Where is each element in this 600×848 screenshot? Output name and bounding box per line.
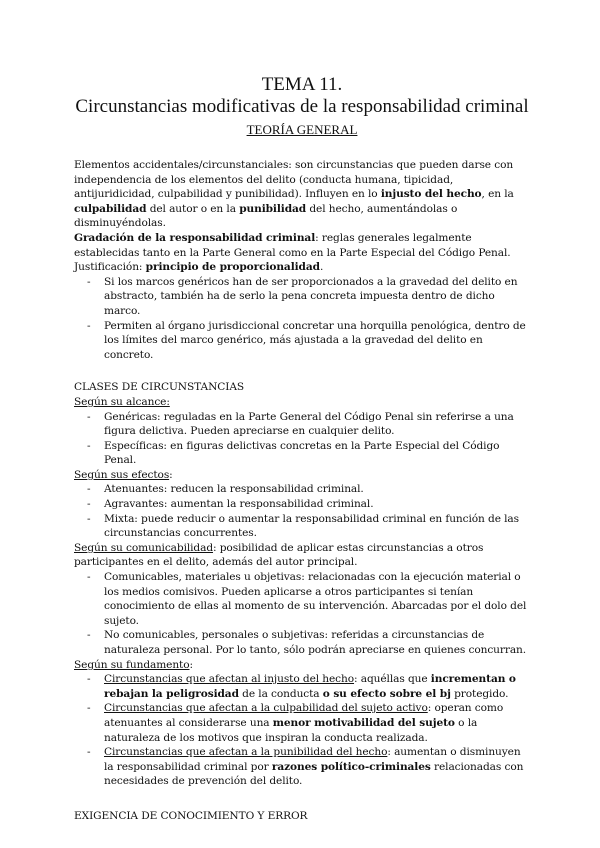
list-item: - Mixta: puede reducir o aumentar la responsabilidad criminal en función de las circunstancias concurrentes. (74, 512, 530, 541)
clases-section (74, 380, 530, 789)
list-item: - Circunstancias que afectan a la culpabilidad del sujeto activo: operan como atenuantes al considerarse una menor motivabilidad del sujeto o la naturaleza de los motivos que inspiran la conducta realizada. (74, 701, 530, 745)
list-item: - No comunicables, personales o subjetivas: referidas a circunstancias de naturaleza personal. Por lo tanto, sólo podrán apreciarse en quienes concurran. (74, 628, 530, 657)
list-item: - Permiten al órgano jurisdiccional concretar una horquilla penológica, dentro de los límites del marco genérico, más ajustada a la gravedad del delito en concreto. (74, 319, 530, 363)
tema-number: TEMA 11. (261, 74, 343, 95)
fundamento-label: Según su fundamento: (74, 658, 193, 671)
gradacion-paragraph: Gradación de la responsabilidad criminal: reglas generales legalmente establecidas tanto en la Parte General como en la Parte Especial del Código Penal. (74, 231, 511, 259)
justificacion-list (74, 275, 530, 363)
list-item: - Si los marcos genéricos han de ser proporcionados a la gravedad del delito en abstracto, también ha de serlo la pena concreta impuesta dentro de dicho marco. (74, 275, 530, 319)
intro-paragraph: Elementos accidentales/circunstanciales: son circunstancias que pueden darse con independencia de los elementos del delito (conducta humana, tipicidad, antijuridicidad, culpabilidad y punibilidad). Influyen en lo injusto del hecho, en la culpabilidad del autor o en la punibilidad del hecho, aumentándolas o disminuyéndolas. (74, 159, 514, 230)
comunicabilidad-list (74, 570, 530, 658)
list-item: - Genéricas: reguladas en la Parte General del Código Penal sin referirse a una figura delictiva. Pueden apreciarse en cualquier delito. (74, 410, 530, 439)
page-title: Circunstancias modificativas de la responsabilidad criminal (75, 96, 529, 117)
alcance-label: Según su alcance: (74, 395, 170, 408)
justificacion-paragraph: Justificación: principio de proporcionalidad. (74, 261, 324, 274)
fundamento-list (74, 672, 530, 789)
list-item: - Específicas: en figuras delictivas concretas en la Parte Especial del Código Penal. (74, 439, 530, 468)
list-item: - Comunicables, materiales u objetivas: relacionadas con la ejecución material o los medios comisivos. Pueden aplicarse a otros participantes si tenían conocimiento de ellas al momento de su intervención. Abarcadas por el dolo del sujeto. (74, 570, 530, 628)
clases-heading: CLASES DE CIRCUNSTANCIAS (74, 381, 245, 394)
efectos-label: Según sus efectos: (74, 468, 173, 481)
alcance-list (74, 410, 530, 468)
list-item: - Circunstancias que afectan al injusto del hecho: aquéllas que incrementan o rebajan la peligrosidad de la conducta o su efecto sobre el bj protegido. (74, 672, 530, 701)
list-item: - Circunstancias que afectan a la punibilidad del hecho: aumentan o disminuyen la responsabilidad criminal por razones político-criminales relacionadas con necesidades de prevención del delito. (74, 745, 530, 789)
intro-section (74, 158, 530, 362)
error-section (74, 809, 530, 824)
list-item: - Agravantes: aumentan la responsabilidad criminal. (74, 497, 530, 512)
error-heading: EXIGENCIA DE CONOCIMIENTO Y ERROR (74, 809, 308, 822)
comunicabilidad-paragraph: Según su comunicabilidad: posibilidad de aplicar estas circunstancias a otros participantes en el delito, además del autor principal. (74, 541, 484, 569)
list-item: - Atenuantes: reducen la responsabilidad criminal. (74, 482, 530, 497)
section-title: TEORÍA GENERAL (246, 122, 358, 137)
efectos-list (74, 482, 530, 540)
